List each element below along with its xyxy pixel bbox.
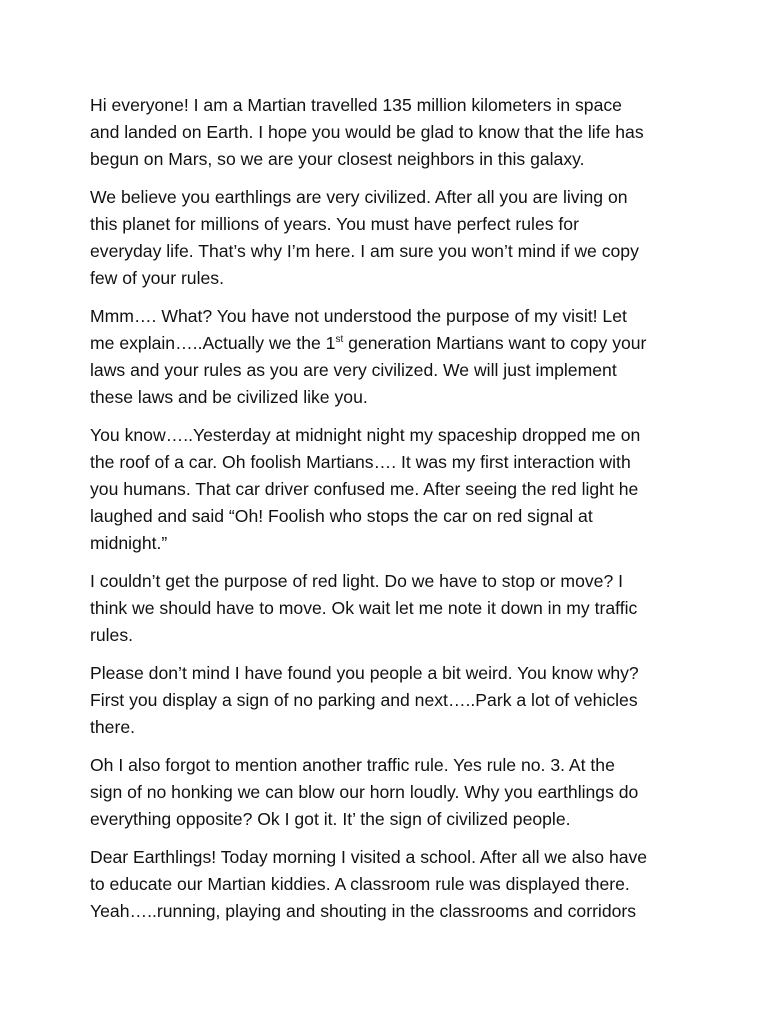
text-line: sign of no honking we can blow our horn loudly. Why you earthlings do xyxy=(90,782,639,802)
text-segment: me explain…..Actually we the 1 xyxy=(90,333,336,353)
paragraph-2 xyxy=(90,184,690,292)
text-line: rules. xyxy=(90,625,134,645)
ordinal-superscript: st xyxy=(335,334,344,345)
paragraph-4 xyxy=(90,422,690,557)
text-line: there. xyxy=(90,717,135,737)
text-line: We believe you earthlings are very civilized. After all you are living on xyxy=(90,187,628,207)
text-line: Dear Earthlings! Today morning I visited a school. After all we also have xyxy=(90,847,648,867)
text-line: Oh I also forgot to mention another traffic rule. Yes rule no. 3. At the xyxy=(90,755,615,775)
text-line: Yeah…..running, playing and shouting in the classrooms and corridors xyxy=(90,901,637,921)
text-line: you humans. That car driver confused me. After seeing the red light he xyxy=(90,479,639,499)
document-page xyxy=(90,92,690,936)
text-line: I couldn’t get the purpose of red light. Do we have to stop or move? I xyxy=(90,571,624,591)
text-line-with-superscript xyxy=(90,330,690,357)
paragraph-7 xyxy=(90,752,690,833)
text-line: few of your rules. xyxy=(90,268,224,288)
text-line: You know…..Yesterday at midnight night my spaceship dropped me on xyxy=(90,425,641,445)
text-line: Hi everyone! I am a Martian travelled 135 million kilometers in space xyxy=(90,95,622,115)
text-line: everyday life. That’s why I’m here. I am sure you won’t mind if we copy xyxy=(90,241,639,261)
paragraph-8 xyxy=(90,844,690,925)
text-segment: generation Martians want to copy your xyxy=(343,333,647,353)
text-line: Please don’t mind I have found you people a bit weird. You know why? xyxy=(90,663,639,683)
text-line: the roof of a car. Oh foolish Martians…. It was my first interaction with xyxy=(90,452,631,472)
text-line: and landed on Earth. I hope you would be glad to know that the life has xyxy=(90,122,644,142)
text-line: think we should have to move. Ok wait let me note it down in my traffic xyxy=(90,598,638,618)
paragraph-6 xyxy=(90,660,690,741)
text-line: to educate our Martian kiddies. A classroom rule was displayed there. xyxy=(90,874,630,894)
text-line: midnight.” xyxy=(90,533,168,553)
text-line: this planet for millions of years. You must have perfect rules for xyxy=(90,214,579,234)
text-line: laws and your rules as you are very civilized. We will just implement xyxy=(90,360,617,380)
text-line: begun on Mars, so we are your closest neighbors in this galaxy. xyxy=(90,149,585,169)
paragraph-1 xyxy=(90,92,690,173)
text-line: everything opposite? Ok I got it. It’ the sign of civilized people. xyxy=(90,809,571,829)
paragraph-5 xyxy=(90,568,690,649)
text-line: Mmm…. What? You have not understood the purpose of my visit! Let xyxy=(90,306,627,326)
text-line: First you display a sign of no parking and next…..Park a lot of vehicles xyxy=(90,690,638,710)
text-line: laughed and said “Oh! Foolish who stops the car on red signal at xyxy=(90,506,593,526)
paragraph-3 xyxy=(90,303,690,411)
text-line: these laws and be civilized like you. xyxy=(90,387,368,407)
